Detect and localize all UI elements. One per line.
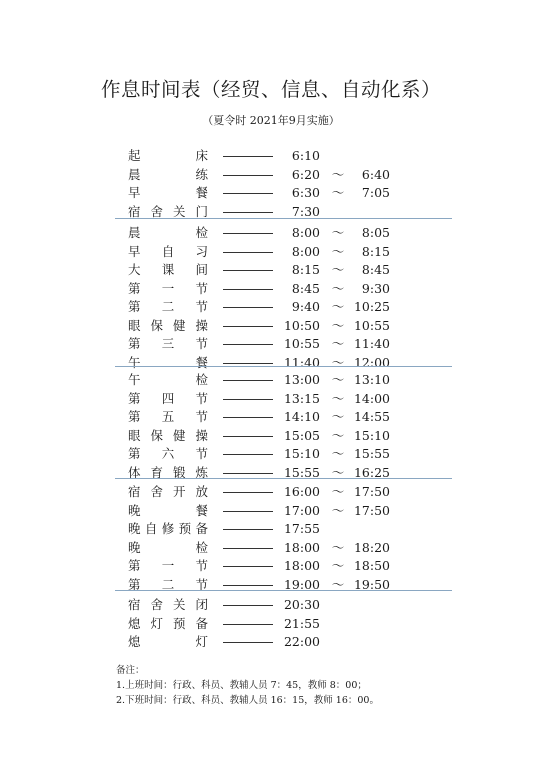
dash-separator bbox=[223, 492, 273, 493]
schedule-row bbox=[0, 147, 542, 166]
dash-separator bbox=[223, 289, 273, 290]
schedule-row bbox=[0, 483, 542, 502]
start-time: 6:30 bbox=[291, 185, 320, 200]
start-time: 15:05 bbox=[283, 427, 320, 443]
start-time: 6:10 bbox=[291, 148, 320, 163]
activity-label: 第 三 节 bbox=[128, 336, 208, 351]
end-time: 17:50 bbox=[353, 502, 390, 518]
end-time: 11:40 bbox=[353, 336, 390, 351]
dash-separator bbox=[223, 326, 273, 327]
schedule-row bbox=[0, 445, 542, 464]
dash-separator bbox=[223, 193, 273, 194]
start-time: 15:10 bbox=[283, 446, 320, 461]
schedule-section bbox=[0, 483, 542, 594]
activity-label: 晚 餐 bbox=[128, 502, 208, 518]
schedule-row bbox=[0, 243, 542, 262]
schedule-row bbox=[0, 224, 542, 243]
schedule-row bbox=[0, 520, 542, 539]
range-tilde: ～ bbox=[331, 185, 345, 200]
end-time: 8:05 bbox=[361, 225, 390, 240]
activity-label: 第 一 节 bbox=[128, 280, 208, 296]
dash-separator bbox=[223, 344, 273, 345]
schedule-row bbox=[0, 502, 542, 521]
section-divider bbox=[115, 366, 452, 367]
end-time: 10:55 bbox=[353, 317, 390, 333]
activity-label: 宿 舍 开 放 bbox=[128, 484, 208, 499]
dash-separator bbox=[223, 156, 273, 157]
end-time: 12:00 bbox=[353, 354, 390, 370]
activity-label: 晚 自 修 预 备 bbox=[128, 521, 208, 536]
activity-label: 早 餐 bbox=[128, 185, 208, 200]
activity-label: 大 课 间 bbox=[128, 262, 208, 277]
end-time: 15:55 bbox=[353, 446, 390, 461]
schedule-row bbox=[0, 390, 542, 409]
end-time: 14:00 bbox=[353, 390, 390, 406]
dash-separator bbox=[223, 585, 273, 586]
notes-line-1: 1.上班时间：行政、科员、教辅人员 7：45，教师 8：00； bbox=[116, 680, 367, 691]
activity-label: 眼 保 健 操 bbox=[128, 317, 208, 333]
range-tilde: ～ bbox=[331, 354, 345, 370]
activity-label: 第 五 节 bbox=[128, 409, 208, 424]
end-time: 18:20 bbox=[353, 539, 390, 555]
start-time: 19:00 bbox=[283, 576, 320, 592]
activity-label: 早 自 习 bbox=[128, 243, 208, 259]
schedule-row bbox=[0, 633, 542, 652]
dash-separator bbox=[223, 380, 273, 381]
schedule-row bbox=[0, 261, 542, 280]
range-tilde: ～ bbox=[331, 336, 345, 351]
schedule-row bbox=[0, 427, 542, 446]
range-tilde: ～ bbox=[331, 372, 345, 387]
activity-label: 第 六 节 bbox=[128, 446, 208, 461]
range-tilde: ～ bbox=[331, 317, 345, 333]
dash-separator bbox=[223, 399, 273, 400]
end-time: 13:10 bbox=[353, 372, 390, 387]
range-tilde: ～ bbox=[331, 409, 345, 424]
schedule-row bbox=[0, 298, 542, 317]
start-time: 17:55 bbox=[283, 521, 320, 536]
start-time: 8:45 bbox=[291, 280, 320, 296]
schedule-section bbox=[0, 224, 542, 372]
schedule-row bbox=[0, 576, 542, 595]
start-time: 6:20 bbox=[291, 166, 320, 182]
start-time: 7:30 bbox=[291, 203, 320, 219]
schedule-row bbox=[0, 596, 542, 615]
activity-label: 起 床 bbox=[128, 148, 208, 163]
start-time: 13:00 bbox=[283, 372, 320, 387]
start-time: 18:00 bbox=[283, 558, 320, 573]
end-time: 10:25 bbox=[353, 299, 390, 314]
dash-separator bbox=[223, 511, 273, 512]
range-tilde: ～ bbox=[331, 166, 345, 182]
section-divider bbox=[115, 478, 452, 479]
dash-separator bbox=[223, 566, 273, 567]
activity-label: 熄 灯 预 备 bbox=[128, 615, 208, 631]
activity-label: 宿 舍 关 闭 bbox=[128, 597, 208, 612]
range-tilde: ～ bbox=[331, 262, 345, 277]
start-time: 11:40 bbox=[283, 354, 320, 370]
activity-label: 第 一 节 bbox=[128, 558, 208, 573]
start-time: 15:55 bbox=[283, 464, 320, 480]
schedule-row bbox=[0, 166, 542, 185]
end-time: 8:15 bbox=[361, 243, 390, 259]
start-time: 10:55 bbox=[283, 336, 320, 351]
schedule-row bbox=[0, 184, 542, 203]
start-time: 8:15 bbox=[291, 262, 320, 277]
dash-separator bbox=[223, 624, 273, 625]
range-tilde: ～ bbox=[331, 225, 345, 240]
end-time: 8:45 bbox=[361, 262, 390, 277]
activity-label: 熄 灯 bbox=[128, 634, 208, 649]
dash-separator bbox=[223, 252, 273, 253]
end-time: 14:55 bbox=[353, 409, 390, 424]
end-time: 16:25 bbox=[353, 464, 390, 480]
start-time: 16:00 bbox=[283, 484, 320, 499]
dash-separator bbox=[223, 605, 273, 606]
dash-separator bbox=[223, 454, 273, 455]
range-tilde: ～ bbox=[331, 484, 345, 499]
activity-label: 午 检 bbox=[128, 372, 208, 387]
schedule-row bbox=[0, 354, 542, 373]
dash-separator bbox=[223, 529, 273, 530]
schedule-row bbox=[0, 371, 542, 390]
activity-label: 体 育 锻 炼 bbox=[128, 464, 208, 480]
start-time: 13:15 bbox=[283, 390, 320, 406]
start-time: 9:40 bbox=[291, 299, 320, 314]
start-time: 14:10 bbox=[283, 409, 320, 424]
notes-heading: 备注： bbox=[116, 665, 145, 676]
schedule-row bbox=[0, 615, 542, 634]
activity-label: 晚 检 bbox=[128, 539, 208, 555]
start-time: 20:30 bbox=[283, 597, 320, 612]
end-time: 18:50 bbox=[353, 558, 390, 573]
dash-separator bbox=[223, 417, 273, 418]
dash-separator bbox=[223, 233, 273, 234]
range-tilde: ～ bbox=[331, 464, 345, 480]
dash-separator bbox=[223, 175, 273, 176]
dash-separator bbox=[223, 473, 273, 474]
range-tilde: ～ bbox=[331, 502, 345, 518]
range-tilde: ～ bbox=[331, 427, 345, 443]
range-tilde: ～ bbox=[331, 243, 345, 259]
schedule-section bbox=[0, 596, 542, 652]
schedule-section bbox=[0, 147, 542, 221]
range-tilde: ～ bbox=[331, 576, 345, 592]
notes-line-2: 2.下班时间：行政、科员、教辅人员 16：15，教师 16：00。 bbox=[116, 695, 379, 706]
dash-separator bbox=[223, 307, 273, 308]
activity-label: 午 餐 bbox=[128, 354, 208, 370]
schedule-row bbox=[0, 280, 542, 299]
end-time: 15:10 bbox=[353, 427, 390, 443]
range-tilde: ～ bbox=[331, 280, 345, 296]
range-tilde: ～ bbox=[331, 558, 345, 573]
range-tilde: ～ bbox=[331, 446, 345, 461]
activity-label: 第 二 节 bbox=[128, 576, 208, 592]
dash-separator bbox=[223, 548, 273, 549]
end-time: 6:40 bbox=[361, 166, 390, 182]
start-time: 17:00 bbox=[283, 502, 320, 518]
schedule-row bbox=[0, 539, 542, 558]
schedule-row bbox=[0, 335, 542, 354]
end-time: 9:30 bbox=[361, 280, 390, 296]
start-time: 8:00 bbox=[291, 243, 320, 259]
schedule-row bbox=[0, 464, 542, 483]
section-divider bbox=[115, 218, 452, 219]
end-time: 19:50 bbox=[353, 576, 390, 592]
schedule-row bbox=[0, 408, 542, 427]
start-time: 10:50 bbox=[283, 317, 320, 333]
page-subtitle: （夏令时 2021年9月实施） bbox=[202, 114, 340, 127]
start-time: 22:00 bbox=[283, 634, 320, 649]
schedule-row bbox=[0, 317, 542, 336]
range-tilde: ～ bbox=[331, 539, 345, 555]
activity-label: 第 四 节 bbox=[128, 390, 208, 406]
range-tilde: ～ bbox=[331, 390, 345, 406]
end-time: 7:05 bbox=[361, 185, 390, 200]
activity-label: 晨 检 bbox=[128, 225, 208, 240]
start-time: 18:00 bbox=[283, 539, 320, 555]
range-tilde: ～ bbox=[331, 299, 345, 314]
dash-separator bbox=[223, 363, 273, 364]
notes-block bbox=[116, 663, 379, 708]
dash-separator bbox=[223, 436, 273, 437]
end-time: 17:50 bbox=[353, 484, 390, 499]
dash-separator bbox=[223, 642, 273, 643]
activity-label: 晨 练 bbox=[128, 166, 208, 182]
page-title: 作息时间表（经贸、信息、自动化系） bbox=[100, 78, 441, 101]
start-time: 21:55 bbox=[283, 615, 320, 631]
activity-label: 第 二 节 bbox=[128, 299, 208, 314]
dash-separator bbox=[223, 270, 273, 271]
activity-label: 宿 舍 关 门 bbox=[128, 203, 208, 219]
dash-separator bbox=[223, 212, 273, 213]
schedule-section bbox=[0, 371, 542, 482]
start-time: 8:00 bbox=[291, 225, 320, 240]
section-divider bbox=[115, 590, 452, 591]
activity-label: 眼 保 健 操 bbox=[128, 427, 208, 443]
schedule-row bbox=[0, 557, 542, 576]
